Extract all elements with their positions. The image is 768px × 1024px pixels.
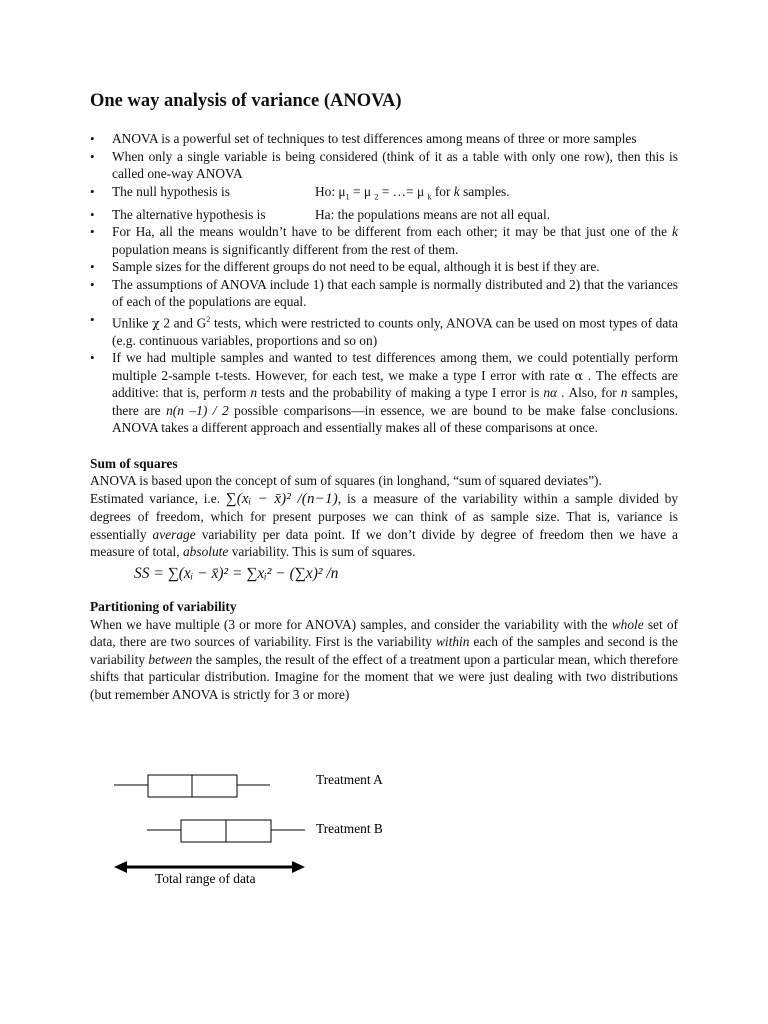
variance-formula: ∑(xᵢ − x̄)² /(n−1) (225, 490, 338, 507)
label-treatment-b: Treatment B (316, 821, 383, 836)
bullet-item-null-hypothesis: • The null hypothesis is Ho: $\mu_1 = \mu$ $_2$ = …= μ $_k$ for k samples. (90, 183, 678, 206)
bullet-item: • Sample sizes for the different groups do not need to be equal, although it is best if they are. (90, 258, 678, 276)
document-page (90, 90, 678, 703)
paragraph: ANOVA is based upon the concept of sum of squares (in longhand, “sum of squared deviates”). (90, 473, 602, 489)
double-arrow-icon (114, 861, 305, 873)
section-heading-partitioning: Partitioning of variability (90, 599, 237, 615)
bullet-item: • ANOVA is a powerful set of techniques to test differences among means of three or more samples (90, 130, 678, 148)
page-title: One way analysis of variance (ANOVA) (90, 91, 402, 111)
boxplot-treatment-a (114, 775, 270, 797)
bullet-item: • For Ha, all the means wouldn’t have to be different from each other; it may be that just one of the k population means is significantly different from the rest of them. (90, 223, 678, 258)
box (181, 820, 271, 842)
bullet-item: • The assumptions of ANOVA include 1) that each sample is normally distributed and 2) that the variances of each of the populations are equal. (90, 276, 678, 311)
bullet-item: • When only a single variable is being considered (think of it as a table with only one row), then this is called one-way ANOVA (90, 148, 678, 183)
boxplot-treatment-b (147, 820, 305, 842)
bullet-list (90, 130, 678, 437)
sum-of-squares-formula: SS = ∑(xᵢ − x̄)² = ∑xᵢ² − (∑x)² /n (134, 564, 339, 582)
bullet-item-alt-hypothesis: • The alternative hypothesis is Ha: the populations means are not all equal. (90, 206, 678, 224)
section-heading-sum-of-squares: Sum of squares (90, 455, 178, 471)
bullet-item: • Unlike χ 2 and $G^2$ tests, which were restricted to counts only, ANOVA can be used on most types of data (e.g. continuous variables, proportions and so on) (90, 311, 678, 349)
label-total-range: Total range of data (155, 871, 256, 886)
bullet-item: • If we had multiple samples and wanted to test differences among them, we could potentially perform multiple 2-sample t-tests. However, for each test, we make a type I error with rate α . The effects are additive: that is, perform n tests and the probability of making a type I error is nα . Also, for n samples, there are n(n –1) / 2 possible comparisons—in essence, we are bound to be make false conclusions. ANOVA takes a different approach and essentially makes all of these comparisons at once. (90, 349, 678, 437)
paragraph: Estimated variance, i.e. ∑(xᵢ − x̄)² /(n−1), is a measure of the variability within a sample divided by degrees of freedom, which for present purposes we can think of as sample size. That is, variance is essentially average variability per data point. If we don’t divide by degree of freedom then we have a measure of total, absolute variability. This is sum of squares. (90, 490, 679, 560)
label-treatment-a: Treatment A (316, 772, 383, 787)
paragraph: When we have multiple (3 or more for ANOVA) samples, and consider the variability with the whole set of data, there are two sources of variability. First is the variability within each of the samples and second is the variability between the samples, the result of the effect of a treatment upon a particular mean, which therefore shifts that particular distribution. Imagine for the moment that we were just dealing with two distributions (but remember ANOVA is strictly for 3 or more) (90, 616, 678, 702)
null-hypothesis-formula: Ho: $\mu_1 = \mu$ $_2$ = …= μ $_k$ for k samples. (315, 183, 510, 202)
box (148, 775, 237, 797)
